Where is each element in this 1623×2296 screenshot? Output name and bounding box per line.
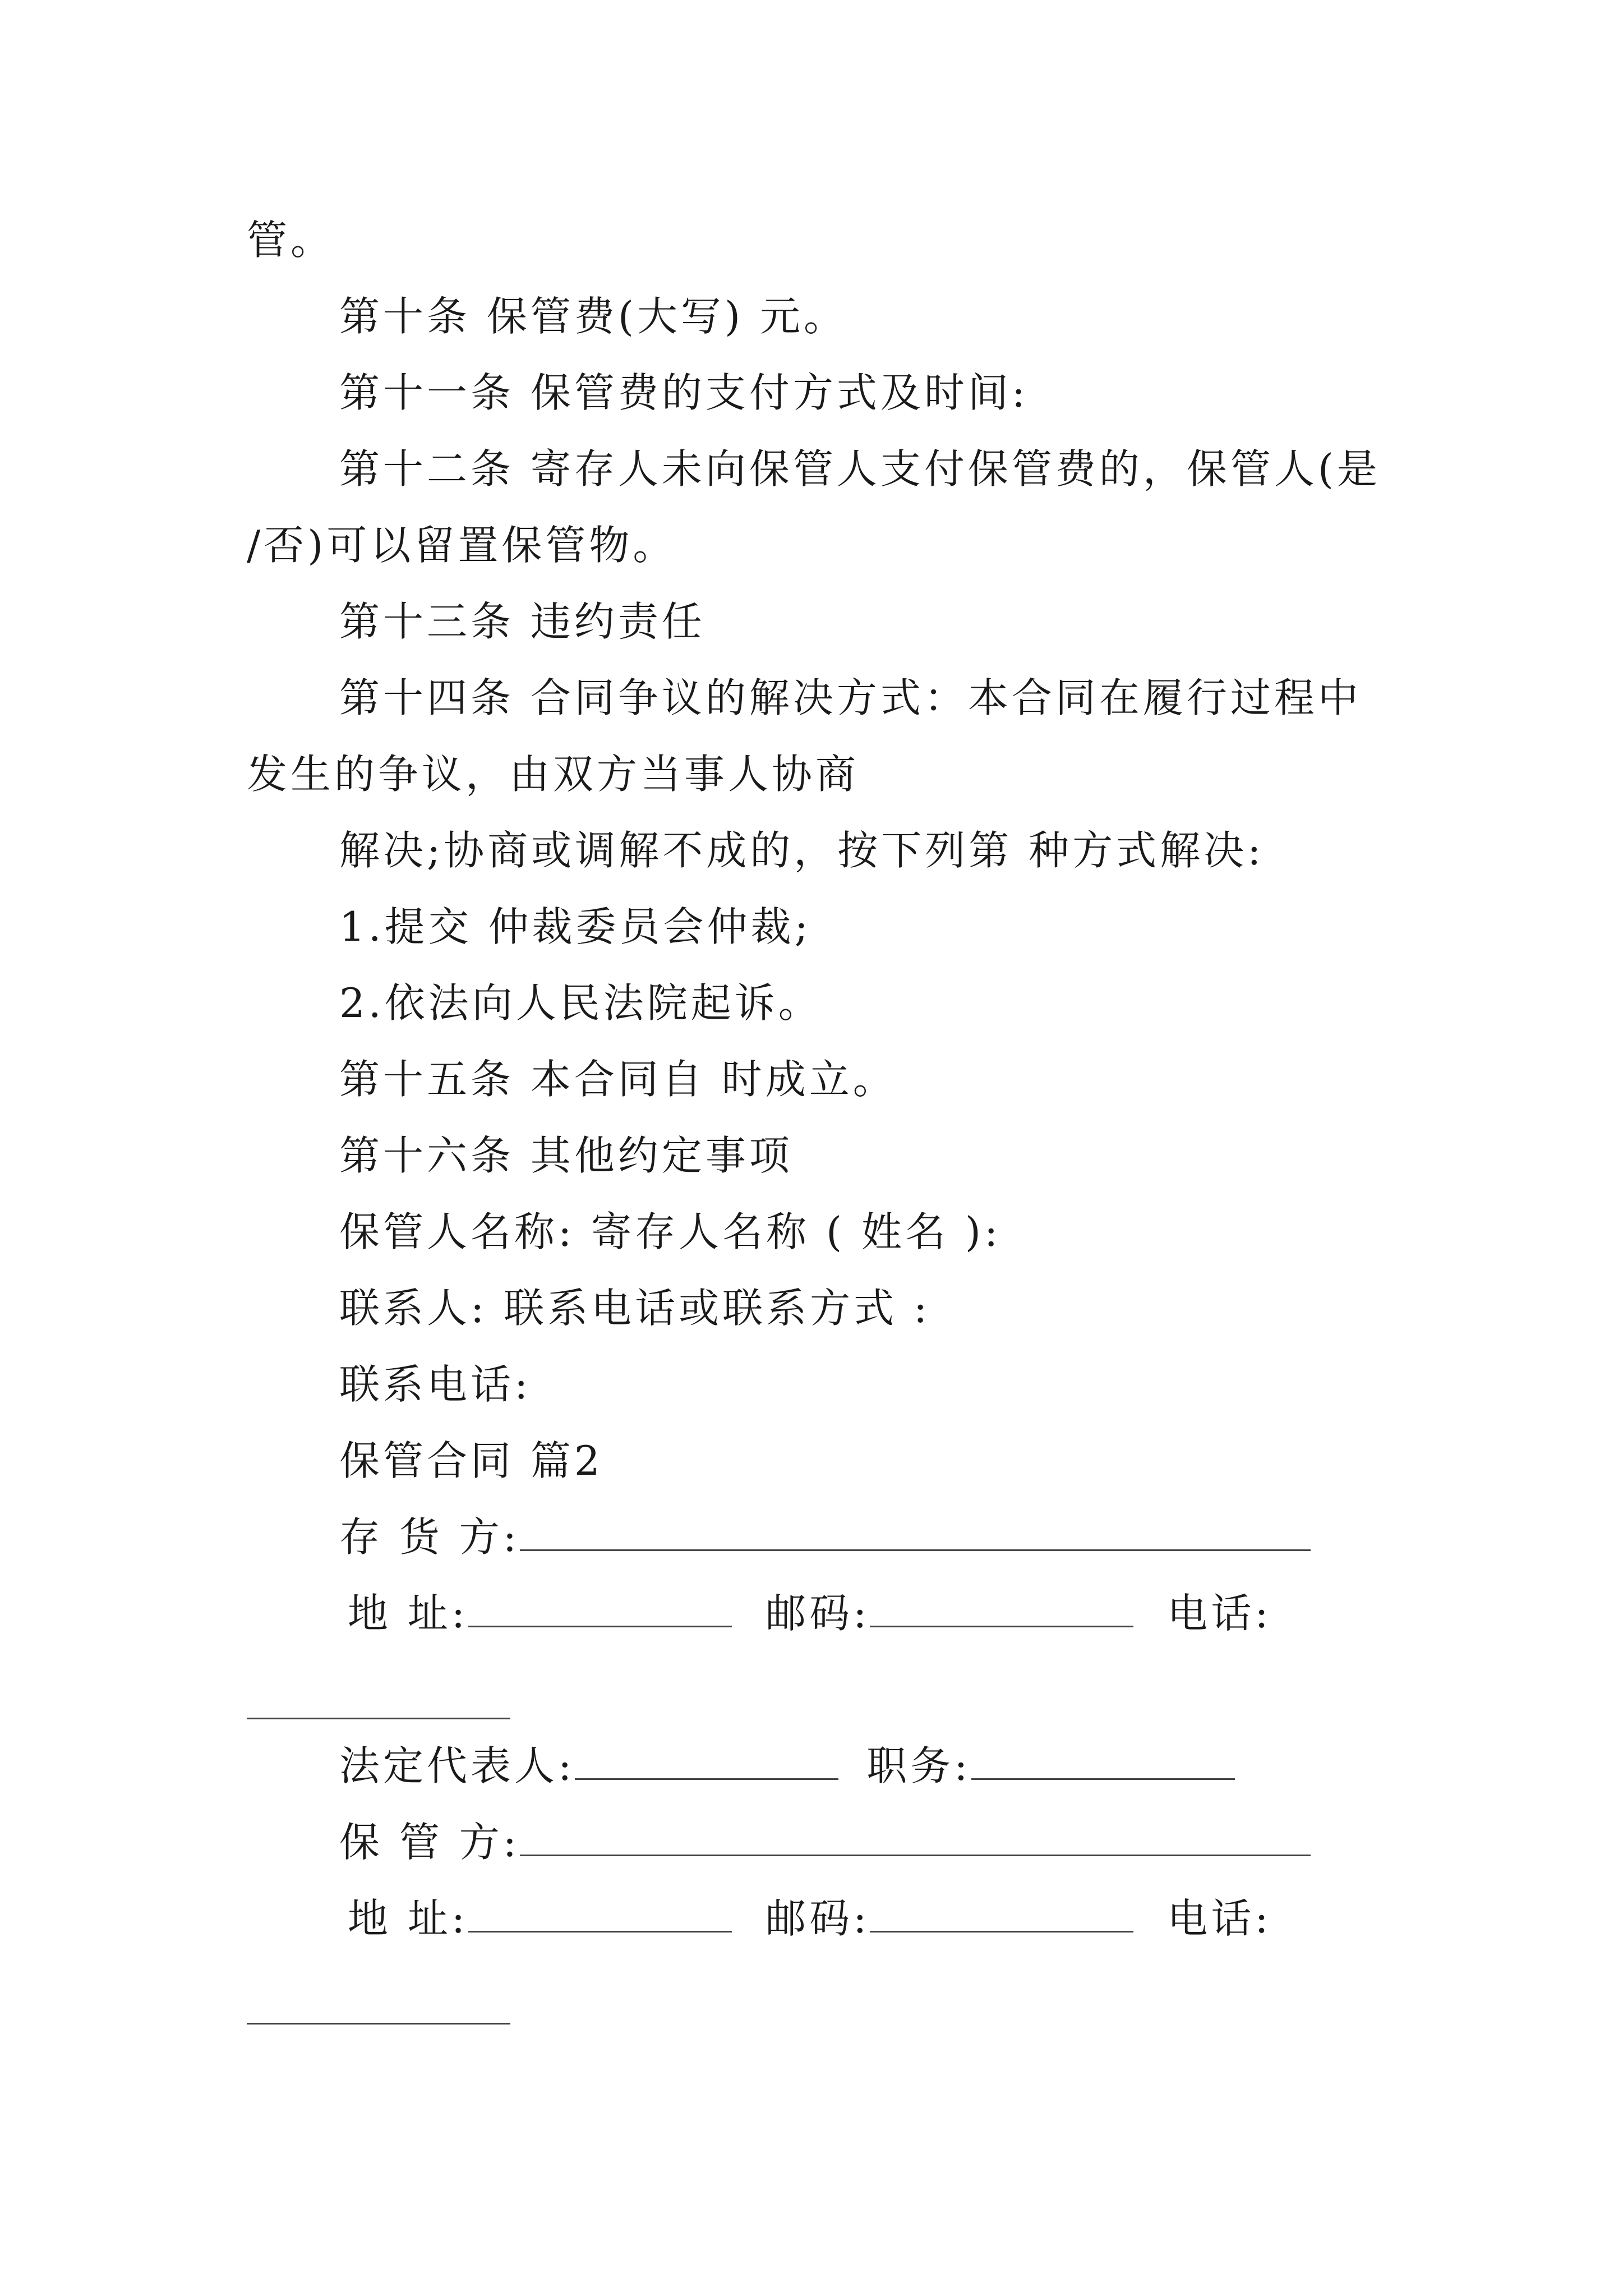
contact-line: 联系人: 联系电话或联系方式 :	[339, 1285, 931, 1332]
section-heading: 保管合同 篇2	[339, 1437, 603, 1484]
list-item: 2.依法向人民法院起诉。	[339, 979, 822, 1027]
postcode-label: 邮码:	[766, 1895, 870, 1942]
phone-field[interactable]	[247, 1718, 510, 1719]
position-label: 职务:	[866, 1742, 971, 1789]
postcode-field[interactable]	[870, 1931, 1133, 1932]
custodian-field[interactable]	[520, 1855, 1311, 1856]
address-field[interactable]	[468, 1626, 732, 1627]
postcode-label: 邮码:	[766, 1590, 870, 1637]
text-line: /否)可以留置保管物。	[247, 522, 677, 569]
legal-rep-field[interactable]	[575, 1778, 838, 1780]
text-line: 发生的争议，由双方当事人协商	[247, 751, 860, 798]
depositor-field[interactable]	[520, 1549, 1311, 1551]
article-14: 第十四条 合同争议的解决方式：本合同在履行过程中	[339, 674, 1362, 721]
depositor-row	[339, 1513, 1311, 1561]
legal-rep-row	[339, 1742, 1235, 1789]
depositor-label: 存 货 方:	[339, 1513, 520, 1561]
address-row-2	[348, 1895, 1272, 1942]
legal-rep-label: 法定代表人:	[339, 1742, 575, 1789]
address-row-1	[348, 1590, 1272, 1637]
article-11: 第十一条 保管费的支付方式及时间:	[339, 369, 1029, 416]
article-12: 第十二条 寄存人未向保管人支付保管费的，保管人(是	[339, 445, 1381, 493]
phone-line: 联系电话:	[339, 1361, 532, 1408]
text-line: 管。	[247, 217, 335, 264]
address-label: 地 址:	[348, 1895, 469, 1942]
postcode-field[interactable]	[870, 1626, 1133, 1627]
address-field[interactable]	[468, 1931, 732, 1932]
phone-field[interactable]	[247, 2023, 510, 2024]
custodian-row	[339, 1819, 1311, 1866]
article-13: 第十三条 违约责任	[339, 598, 706, 645]
article-15: 第十五条 本合同自 时成立。	[339, 1056, 897, 1103]
phone-label: 电话:	[1167, 1590, 1272, 1637]
article-10: 第十条 保管费(大写) 元。	[339, 293, 847, 340]
list-item: 1.提交 仲裁委员会仲裁;	[339, 903, 811, 950]
position-field[interactable]	[971, 1778, 1235, 1780]
text-line: 解决;协商或调解不成的，按下列第 种方式解决:	[339, 827, 1265, 874]
signature-names-line: 保管人名称: 寄存人名称 ( 姓名 ):	[339, 1208, 1002, 1255]
custodian-label: 保 管 方:	[339, 1819, 520, 1866]
phone-label: 电话:	[1167, 1895, 1272, 1942]
article-16: 第十六条 其他约定事项	[339, 1132, 793, 1179]
address-label: 地 址:	[348, 1590, 469, 1637]
